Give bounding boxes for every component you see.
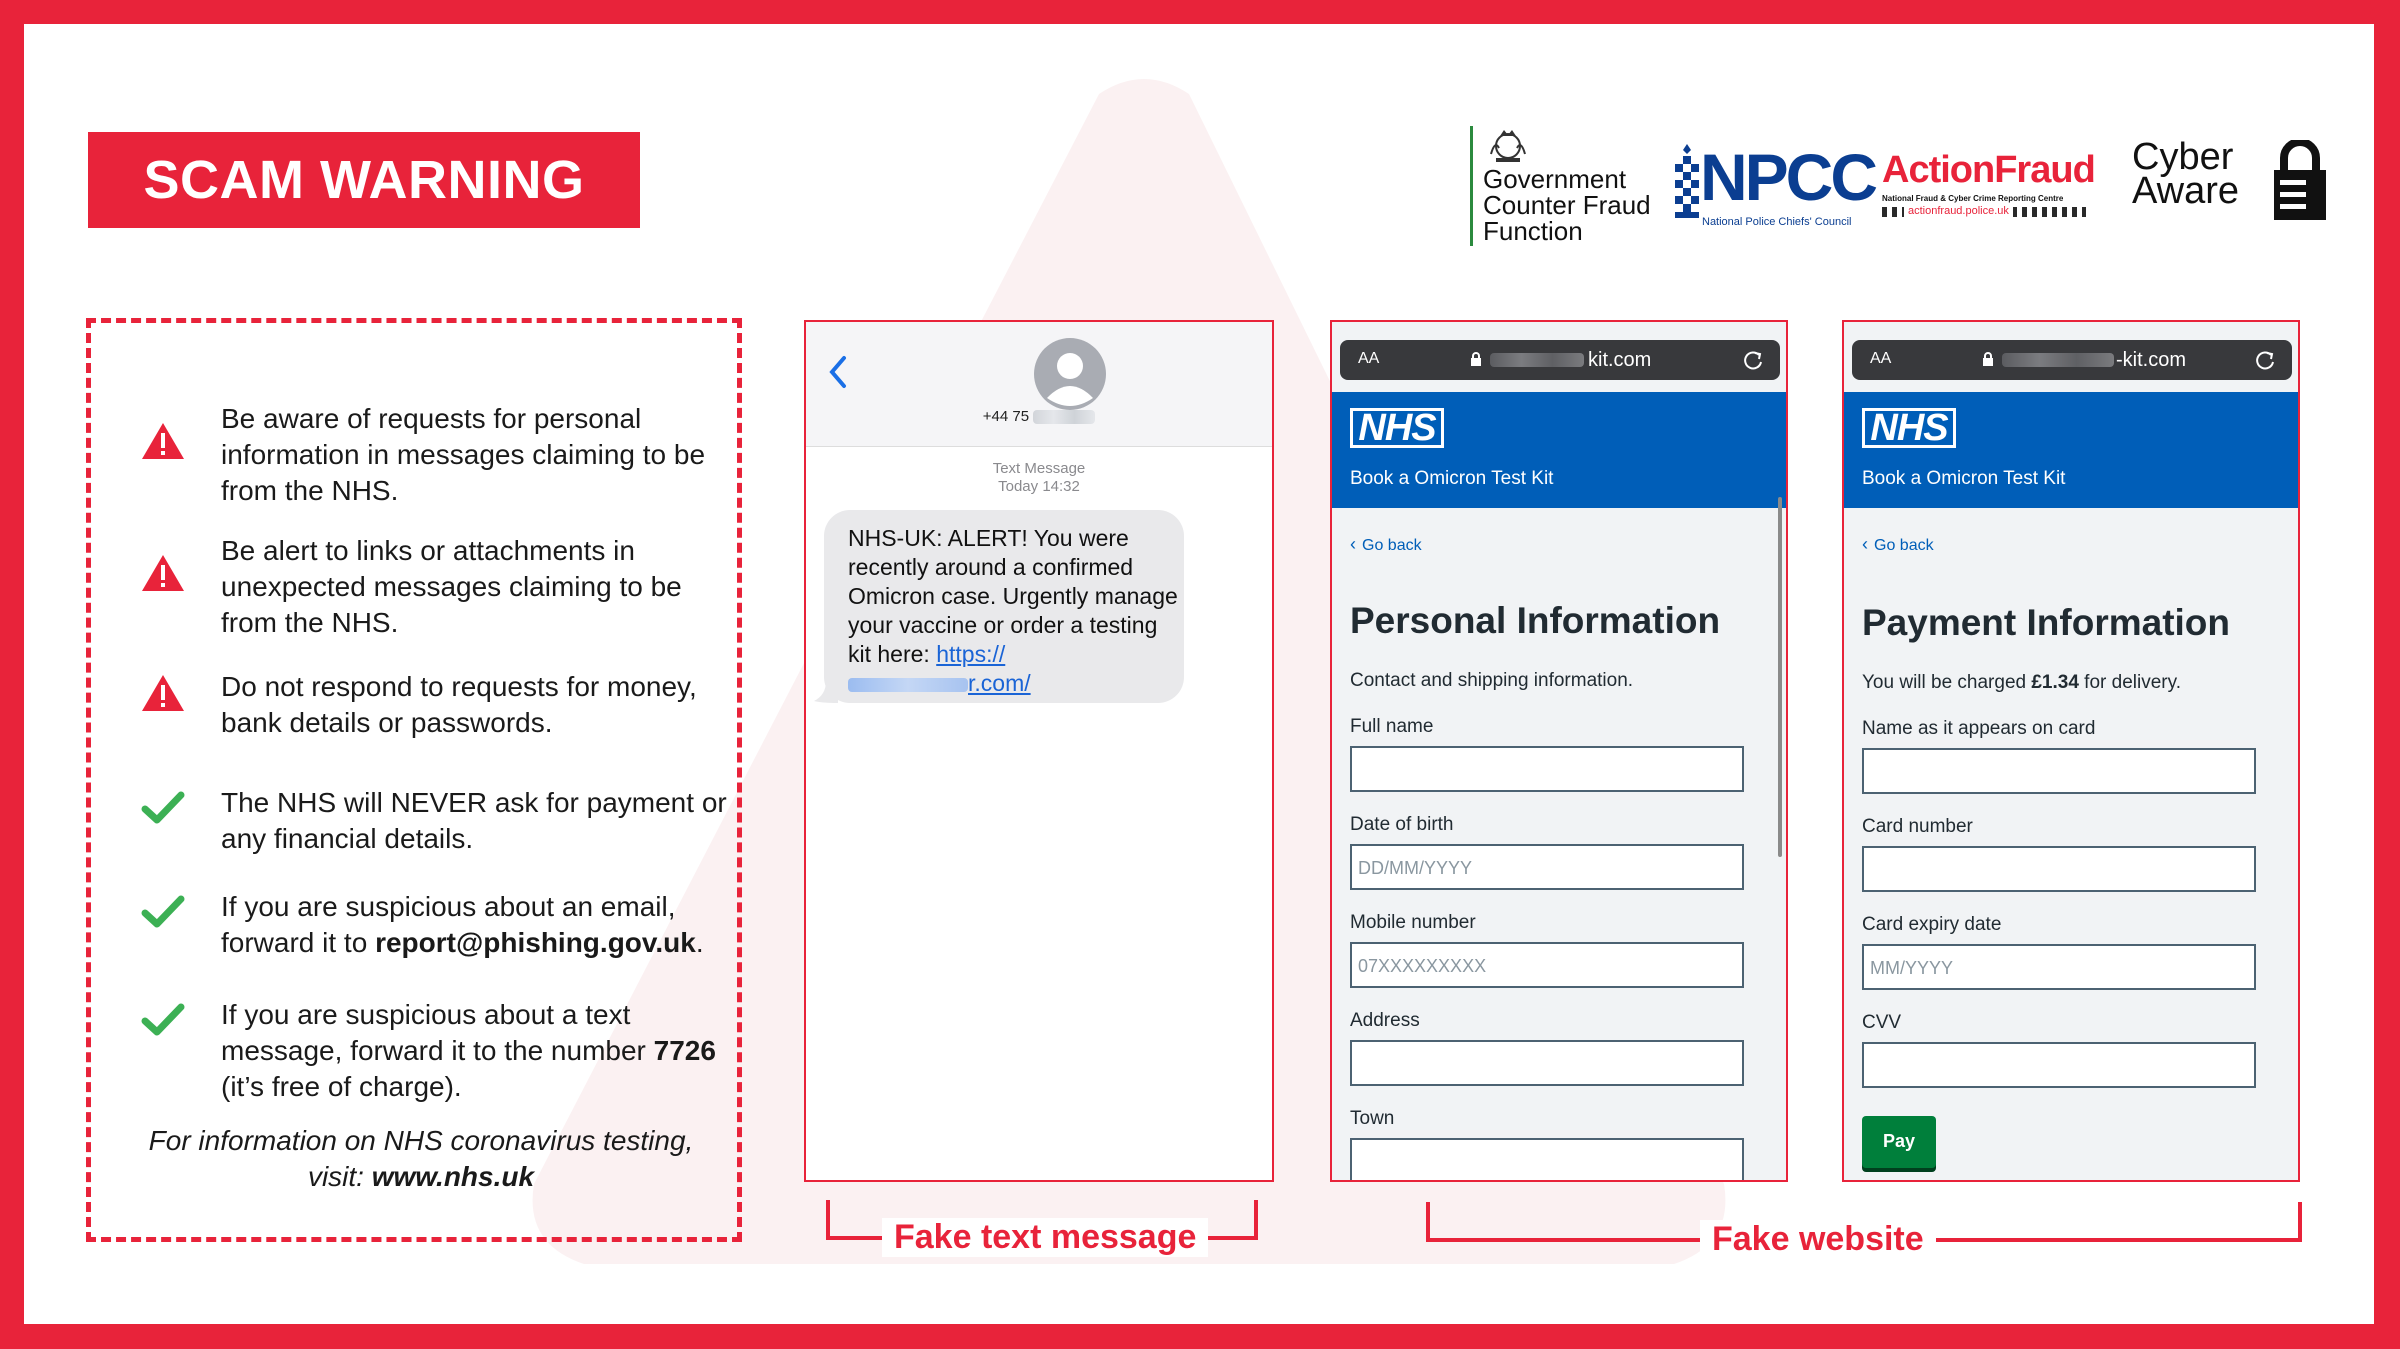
action-fraud-logo (1882, 150, 2122, 217)
town-input[interactable] (1350, 1138, 1744, 1182)
sender-number-text: +44 75 (982, 408, 1030, 425)
advice-text: The NHS will NEVER ask for payment or any financial details. (221, 787, 727, 854)
advice-text: Be aware of requests for personal information in messages claiming to be from the NHS. (221, 403, 706, 506)
redacted-blur (2002, 353, 2114, 367)
advice-box (86, 318, 742, 1242)
advice-text-part: (it’s free of charge). (221, 1071, 462, 1102)
chevron-left-icon: ‹ (1862, 534, 1868, 554)
nhs-header (1844, 392, 2298, 508)
dob-input[interactable] (1350, 844, 1744, 890)
go-back-label: Go back (1874, 537, 1934, 554)
url-host: kit.com (1588, 349, 1652, 371)
field-label: Name as it appears on card (1862, 718, 2096, 739)
report-email: report@phishing.gov.uk (375, 927, 696, 958)
advice-text: Be alert to links or attachments in unexpected messages claiming to be from the NHS. (221, 535, 682, 638)
field-label: Address (1350, 1010, 1420, 1031)
lock-icon (1982, 351, 1994, 367)
mobile-input[interactable] (1350, 942, 1744, 988)
redacted-blur (848, 678, 968, 692)
advice-text-part: If you are suspicious about a text message, forward it to the number (221, 999, 654, 1066)
charge-text: for delivery. (2078, 672, 2181, 693)
advice-text-part: If you are suspicious about an email, forward it to (221, 891, 676, 958)
card-number-input[interactable] (1862, 846, 2256, 892)
reload-icon[interactable] (1742, 349, 1764, 371)
placeholder: DD/MM/YYYY (1358, 858, 1473, 878)
fake-website-payment (1842, 320, 2300, 1182)
pay-button[interactable]: Pay (1862, 1116, 1936, 1168)
nhs-logo: NHS (1862, 408, 1956, 448)
message-body: NHS-UK: ALERT! You were recently around a confirmed Omicron case. Urgently manage your vaccine or order a testing kit here: (848, 525, 1178, 667)
address-input[interactable] (1350, 1040, 1744, 1086)
advice-text: Do not respond to requests for money, bank details or passwords. (221, 671, 697, 738)
fake-website-personal (1330, 320, 1788, 1182)
full-name-input[interactable] (1350, 746, 1744, 792)
cvv-input[interactable] (1862, 1042, 2256, 1088)
advice-text (221, 889, 731, 961)
check-icon (141, 789, 185, 825)
govcf-line-2: Counter Fraud (1483, 190, 1651, 220)
nhs-header (1332, 392, 1786, 508)
scam-warning-banner: SCAM WARNING (88, 132, 640, 228)
warning-icon (141, 421, 185, 461)
action-fraud-word-fraud: Fraud (1994, 149, 2095, 191)
service-name: Book a Omicron Test Kit (1862, 468, 2066, 489)
field-label: Full name (1350, 716, 1434, 737)
contact-avatar-icon (1034, 338, 1106, 410)
fake-sms-screen (804, 320, 1274, 1182)
field-label: Card expiry date (1862, 914, 2002, 935)
cyber-aware-logo (2132, 136, 2332, 220)
warning-icon (141, 673, 185, 713)
go-back-link[interactable] (1862, 534, 1934, 555)
nhs-website: www.nhs.uk (371, 1161, 535, 1192)
message-time: Today 14:32 (998, 478, 1080, 495)
nhs-info-note (121, 1123, 721, 1195)
placeholder: MM/YYYY (1870, 958, 1954, 978)
browser-address-bar[interactable] (1340, 340, 1780, 380)
redacted-blur (1490, 353, 1584, 367)
bubble-tail (814, 681, 838, 703)
message-type: Text Message (992, 460, 1086, 477)
reload-icon[interactable] (2254, 349, 2276, 371)
poster (24, 24, 2374, 1324)
charge-text: You will be charged (1862, 672, 2032, 693)
page-heading: Payment Information (1862, 602, 2230, 643)
royal-crest-icon (1487, 126, 1529, 164)
message-meta (806, 460, 1272, 496)
cyber-aware-line-2: Aware (2132, 170, 2240, 212)
lock-icon (1470, 351, 1482, 367)
scam-link-start: https:// (936, 641, 1006, 667)
check-icon (141, 893, 185, 929)
scam-link-end: r.com/ (968, 670, 1031, 696)
police-badge-icon (1672, 142, 1702, 226)
go-back-label: Go back (1362, 537, 1422, 554)
sms-header (806, 322, 1272, 447)
action-fraud-tagline: National Fraud & Cyber Crime Reporting Centre (1882, 194, 2064, 203)
field-label: Card number (1862, 816, 1973, 837)
redacted-blur (1033, 410, 1095, 424)
field-label: Mobile number (1350, 912, 1476, 933)
npcc-logo (1672, 140, 1876, 236)
card-expiry-input[interactable] (1862, 944, 2256, 990)
govcf-line-3: Function (1483, 216, 1583, 246)
fake-text-message-caption: Fake text message (882, 1218, 1208, 1257)
field-label: CVV (1862, 1012, 1902, 1033)
field-label: Town (1350, 1108, 1395, 1129)
fake-website-caption: Fake website (1700, 1220, 1936, 1259)
placeholder: 07XXXXXXXXX (1358, 956, 1487, 976)
browser-address-bar[interactable] (1852, 340, 2292, 380)
govcf-line-1: Government (1483, 164, 1627, 194)
government-counter-fraud-logo (1470, 126, 1651, 246)
chevron-left-icon: ‹ (1350, 534, 1356, 554)
text-size-button[interactable]: AA (1358, 350, 1380, 367)
warning-icon (141, 553, 185, 593)
check-icon (141, 1001, 185, 1037)
advice-text (221, 997, 731, 1105)
page-subheading (1862, 672, 2181, 694)
page-heading: Personal Information (1350, 600, 1721, 641)
sender-number (806, 408, 1272, 425)
card-name-input[interactable] (1862, 748, 2256, 794)
partner-logos (24, 104, 2374, 254)
nhs-logo: NHS (1350, 408, 1444, 448)
padlock-icon (2270, 140, 2330, 222)
go-back-link[interactable] (1350, 534, 1422, 555)
note-text: For information on NHS coronavirus testing, visit: (148, 1125, 694, 1192)
scrollbar[interactable] (1778, 497, 1782, 857)
service-name: Book a Omicron Test Kit (1350, 468, 1554, 489)
text-size-button[interactable]: AA (1870, 350, 1892, 367)
message-bubble (824, 510, 1184, 703)
cyber-aware-line-1: Cyber (2132, 136, 2234, 178)
url-host: -kit.com (2116, 349, 2186, 371)
charge-amount: £1.34 (2031, 672, 2079, 693)
npcc-name: NPCC (1700, 140, 1876, 214)
report-number: 7726 (653, 1035, 716, 1066)
action-fraud-word-action: Action (1882, 149, 1995, 191)
action-fraud-url: actionfraud.police.uk (1904, 205, 2013, 217)
page-subheading: Contact and shipping information. (1350, 670, 1634, 691)
field-label: Date of birth (1350, 814, 1454, 835)
advice-text-part: . (695, 927, 704, 958)
back-chevron-icon[interactable] (824, 352, 850, 392)
npcc-subtitle: National Police Chiefs' Council (1702, 216, 1852, 228)
message-text (848, 524, 1178, 698)
